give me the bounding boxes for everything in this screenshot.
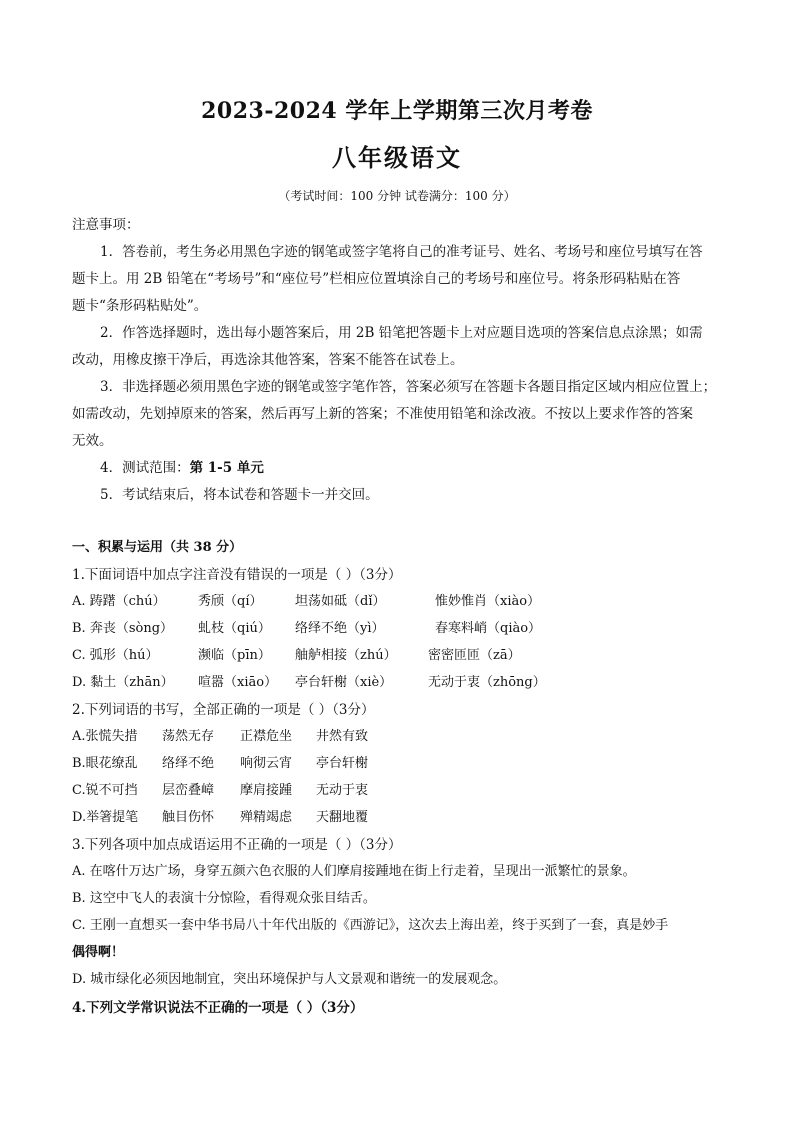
notice-item-1-line-2: 题卡上。用 2B 铅笔在“考场号”和“座位号”栏相应位置填涂自己的考场号和座位号。将条形码粘贴在答 [72, 271, 681, 287]
q2-option: 天翻地覆 [316, 810, 369, 825]
q3-option-d: D. 城市绿化必须因地制宜，突出环境保护与人文景观和谐统一的发展观念。 [72, 972, 507, 987]
q1-option: 密密匝匝（zā） [428, 648, 521, 663]
q2-option: A.张慌失措 [72, 729, 138, 744]
q1-option: 濒临（pīn） [198, 648, 271, 663]
q2-option: 井然有致 [316, 729, 369, 744]
q2-option: 触目伤怀 [162, 810, 215, 825]
q1-option: 无动于衷（zhōng） [428, 675, 546, 690]
notice-item-4 [100, 458, 264, 478]
notice-item-1-line-1: 1．答卷前，考生务必用黑色字迹的钢笔或签字笔将自己的准考证号、姓名、考场号和座位号填写在答 [100, 244, 703, 260]
q2-option: 响彻云宵 [240, 756, 293, 771]
notice-item-3-line-2: 如需改动，先划掉原来的答案，然后再写上新的答案；不准使用铅笔和涂改液。不按以上要求作答的答案 [72, 406, 693, 422]
q4-stem: 4.下列文学常识说法不正确的一项是（ ）（3分） [72, 1000, 364, 1016]
notice-item-3-line-3: 无效。 [72, 433, 113, 449]
q1-option: 络绎不绝（yì） [295, 621, 385, 636]
q1-stem: 1.下面词语中加点字注音没有错误的一项是（ ）（3分） [72, 567, 402, 583]
exam-info: （考试时间：100 分钟 试卷满分：100 分） [278, 189, 516, 203]
notice-item-5: 5．考试结束后，将本试卷和答题卡一并交回。 [100, 487, 379, 503]
q2-option: 摩肩接踵 [240, 783, 293, 798]
notice-item-2-line-1: 2．作答选择题时，选出每小题答案后，用 2B 铅笔把答题卡上对应题目选项的答案信息点涂黑；如需 [100, 325, 703, 341]
q1-option: 坦荡如砥（dǐ） [295, 594, 386, 609]
q2-option: D.举箸提笔 [72, 810, 139, 825]
notice-heading: 注意事项： [72, 217, 140, 233]
q1-option: 亭台轩榭（xiè） [295, 675, 393, 690]
test-scope: 第 1-5 单元 [189, 460, 264, 476]
notice-item-4-prefix: 4．测试范围： [100, 460, 190, 476]
q2-option: 荡然无存 [162, 729, 215, 744]
q1-option: 喧嚣（xiāo） [198, 675, 278, 690]
q2-option: 络绎不绝 [162, 756, 215, 771]
q1-option: B. 奔丧（sòng） [72, 621, 174, 636]
q1-option: 春寒料峭（qiào） [435, 621, 542, 636]
q2-option: B.眼花缭乱 [72, 756, 138, 771]
q1-option: 秀颀（qí） [198, 594, 263, 609]
subject-title: 八年级语文 [332, 143, 462, 172]
q3-option-b: B. 这空中飞人的表演十分惊险，看得观众张目结舌。 [72, 891, 376, 906]
notice-item-2-line-2: 改动，用橡皮擦干净后，再选涂其他答案，答案不能答在试卷上。 [72, 352, 464, 368]
q3-option-a: A. 在喀什万达广场，身穿五颜六色衣服的人们摩肩接踵地在街上行走着，呈现出一派繁忙的景象。 [72, 864, 636, 879]
q1-option: D. 黏土（zhān） [72, 675, 174, 690]
exam-title: 2023-2024 学年上学期第三次月考卷 [201, 98, 593, 124]
q2-option: 无动于衷 [316, 783, 369, 798]
q1-option: C. 弧形（hú） [72, 648, 159, 663]
q1-option: 惟妙惟肖（xiào） [435, 594, 541, 609]
q3-option-c-line-1: C. 王刚一直想买一套中华书局八十年代出版的《西游记》，这次去上海出差，终于买到了一套，真是妙手 [72, 918, 669, 933]
section-1-heading: 一、积累与运用（共 38 分） [72, 540, 243, 555]
q2-option: 层峦叠嶂 [162, 783, 215, 798]
notice-item-1-line-3: 题卡“条形码粘贴处”。 [72, 298, 208, 314]
q1-option: 虬枝（qiú） [198, 621, 271, 636]
q2-stem: 2.下列词语的书写，全部正确的一项是（ ）（3分） [72, 702, 375, 718]
q3-option-c-line-2: 偶得啊！ [72, 945, 125, 960]
q2-option: C.锐不可挡 [72, 783, 138, 798]
notice-item-3-line-1: 3．非选择题必须用黑色字迹的钢笔或签字笔作答，答案必须写在答题卡各题目指定区域内相应位置上； [100, 379, 717, 395]
q2-option: 正襟危坐 [240, 729, 293, 744]
q2-option: 殚精竭虑 [240, 810, 293, 825]
q1-option: 舳舻相接（zhú） [295, 648, 397, 663]
q2-option: 亭台轩榭 [316, 756, 369, 771]
q1-option: A. 踌躇（chú） [72, 594, 166, 609]
q3-stem: 3.下列各项中加点成语运用不正确的一项是（ ）（3分） [72, 837, 402, 853]
